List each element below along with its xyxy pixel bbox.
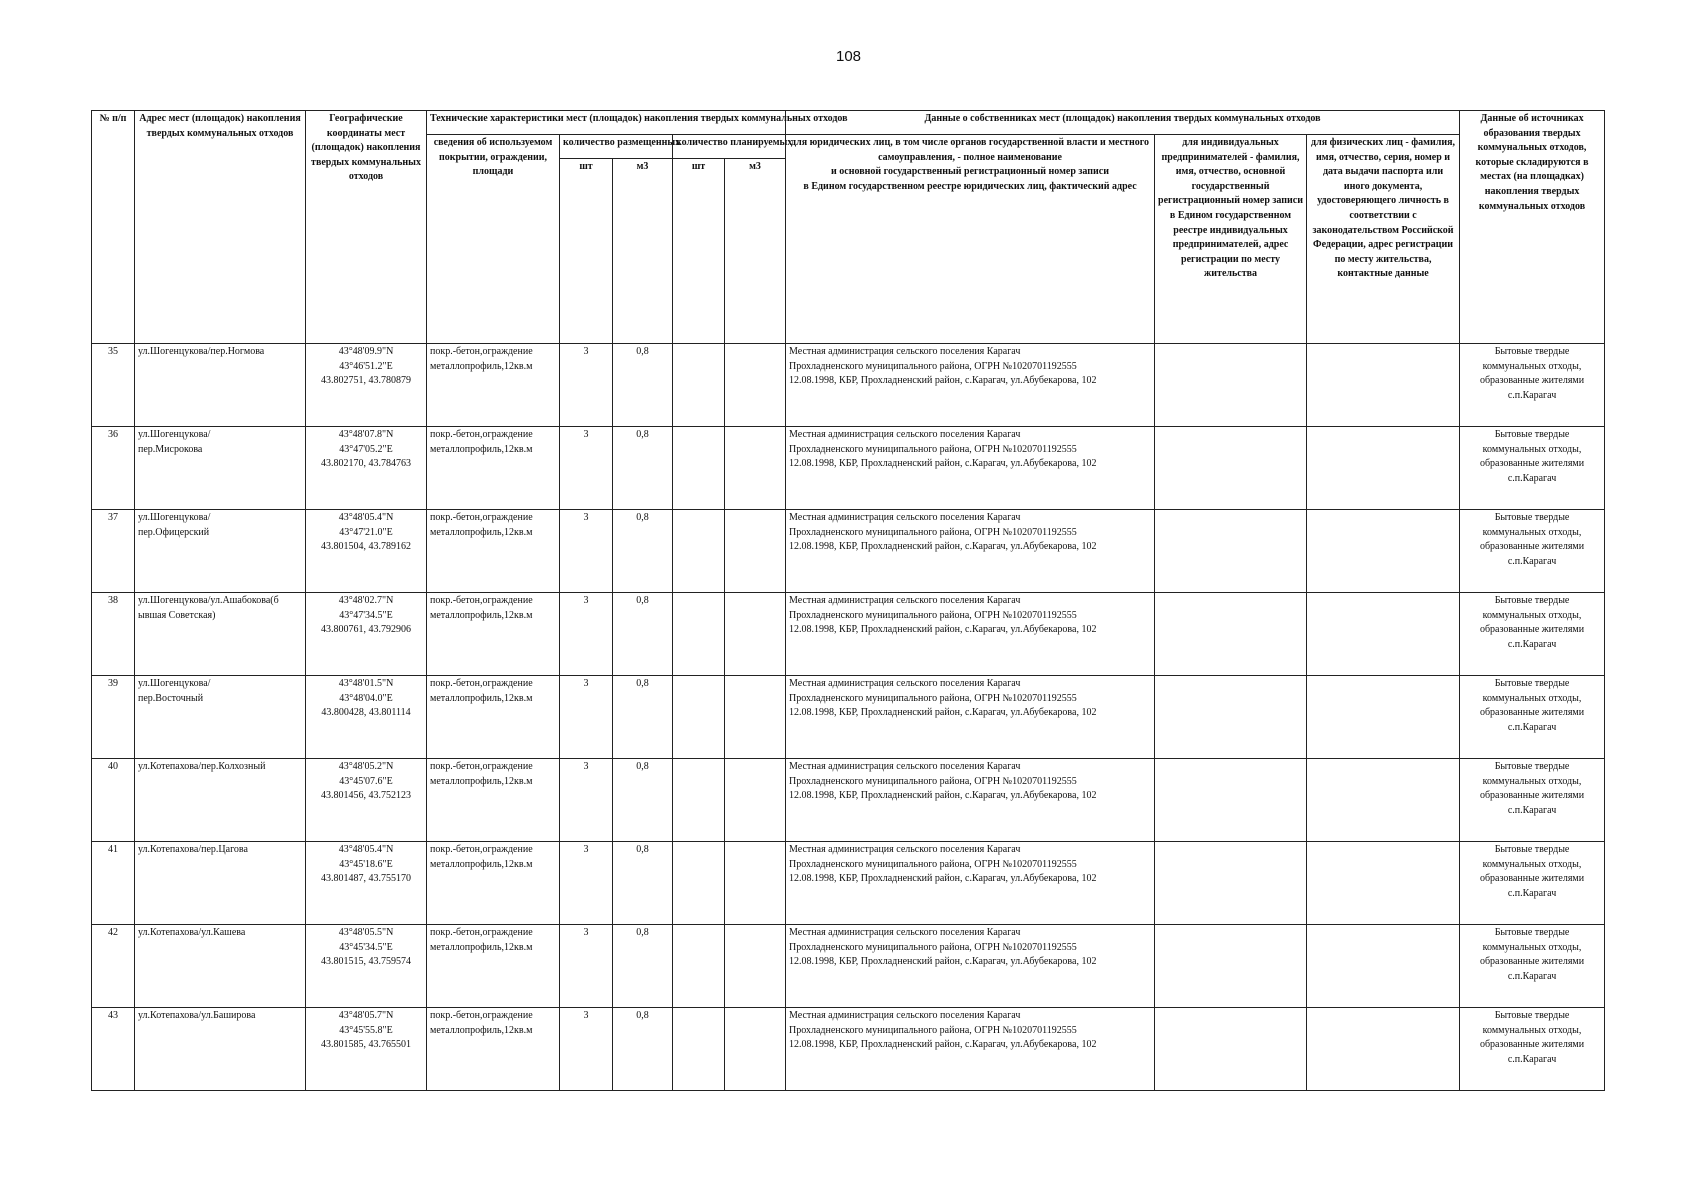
cell-placed-m3: 0,8 <box>613 510 673 593</box>
cell-address: ул.Шогенцукова/пер.Ногмова <box>135 344 306 427</box>
table-row <box>92 759 1605 842</box>
cell-source: Бытовые твердые коммунальных отходы, образованные жителями с.п.Карагач <box>1460 1008 1605 1091</box>
header-num: № п/п <box>92 111 135 344</box>
cell-entrepreneur <box>1155 1008 1307 1091</box>
header-entrepreneur: для индивидуальных предпринимателей - фамилия, имя, отчество, основной государственный регистрационный номер записи в Едином государственном реестре индивидуальных предпринимателей, адрес регистрации по месту жительства <box>1155 135 1307 344</box>
cell-source: Бытовые твердые коммунальных отходы, образованные жителями с.п.Карагач <box>1460 510 1605 593</box>
header-placed-m3: м3 <box>613 159 673 344</box>
cell-individual <box>1307 510 1460 593</box>
cell-legal-owner: Местная администрация сельского поселения Карагач Прохладненского муниципального района, ОГРН №1020701192555 12.08.1998, КБР, Прохладненский район, с.Карагач, ул.Абубекарова, 102 <box>786 1008 1155 1091</box>
cell-entrepreneur <box>1155 676 1307 759</box>
cell-num: 38 <box>92 593 135 676</box>
cell-coordinates: 43°48'05.2"N 43°45'07.6"E 43.801456, 43.752123 <box>306 759 427 842</box>
cell-legal-owner: Местная администрация сельского поселения Карагач Прохладненского муниципального района, ОГРН №1020701192555 12.08.1998, КБР, Прохладненский район, с.Карагач, ул.Абубекарова, 102 <box>786 925 1155 1008</box>
table-row <box>92 676 1605 759</box>
header-placed-pcs: шт <box>560 159 613 344</box>
cell-source: Бытовые твердые коммунальных отходы, образованные жителями с.п.Карагач <box>1460 593 1605 676</box>
cell-entrepreneur <box>1155 593 1307 676</box>
cell-num: 39 <box>92 676 135 759</box>
cell-entrepreneur <box>1155 510 1307 593</box>
header-individual: для физических лиц - фамилия, имя, отчество, серия, номер и дата выдачи паспорта или иного документа, удостоверяющего личность в соответствии с законодательством Российской Федерации, адрес регистрации по месту жительства, контактные данные <box>1307 135 1460 344</box>
cell-source: Бытовые твердые коммунальных отходы, образованные жителями с.п.Карагач <box>1460 344 1605 427</box>
cell-planned-m3 <box>725 1008 786 1091</box>
cell-address: ул.Шогенцукова/ пер.Мисрокова <box>135 427 306 510</box>
table-row <box>92 344 1605 427</box>
cell-cover: покр.-бетон,ограждение металлопрофиль,12кв.м <box>427 510 560 593</box>
cell-placed-pcs: 3 <box>560 759 613 842</box>
cell-planned-pcs <box>673 593 725 676</box>
cell-planned-m3 <box>725 925 786 1008</box>
cell-entrepreneur <box>1155 842 1307 925</box>
cell-legal-owner: Местная администрация сельского поселения Карагач Прохладненского муниципального района, ОГРН №1020701192555 12.08.1998, КБР, Прохладненский район, с.Карагач, ул.Абубекарова, 102 <box>786 510 1155 593</box>
table-row <box>92 427 1605 510</box>
cell-num: 40 <box>92 759 135 842</box>
cell-legal-owner: Местная администрация сельского поселения Карагач Прохладненского муниципального района, ОГРН №1020701192555 12.08.1998, КБР, Прохладненский район, с.Карагач, ул.Абубекарова, 102 <box>786 344 1155 427</box>
header-planned-pcs: шт <box>673 159 725 344</box>
header-planned-m3: м3 <box>725 159 786 344</box>
cell-planned-pcs <box>673 925 725 1008</box>
cell-planned-m3 <box>725 759 786 842</box>
cell-placed-m3: 0,8 <box>613 593 673 676</box>
cell-legal-owner: Местная администрация сельского поселения Карагач Прохладненского муниципального района, ОГРН №1020701192555 12.08.1998, КБР, Прохладненский район, с.Карагач, ул.Абубекарова, 102 <box>786 427 1155 510</box>
cell-planned-pcs <box>673 759 725 842</box>
table-row <box>92 593 1605 676</box>
table-row <box>92 842 1605 925</box>
cell-placed-pcs: 3 <box>560 676 613 759</box>
header-cover: сведения об используемом покрытии, ограждении, площади <box>427 135 560 344</box>
cell-individual <box>1307 427 1460 510</box>
cell-planned-m3 <box>725 427 786 510</box>
header-qty-planned: количество планируемых <box>673 135 786 159</box>
header-sources: Данные об источниках образования твердых коммунальных отходов, которые складируются в местах (на площадках) накопления твердых коммунальных отходов <box>1460 111 1605 344</box>
cell-planned-pcs <box>673 676 725 759</box>
table-row <box>92 510 1605 593</box>
cell-coordinates: 43°48'07.8"N 43°47'05.2"E 43.802170, 43.784763 <box>306 427 427 510</box>
cell-source: Бытовые твердые коммунальных отходы, образованные жителями с.п.Карагач <box>1460 676 1605 759</box>
cell-coordinates: 43°48'01.5"N 43°48'04.0"E 43.800428, 43.801114 <box>306 676 427 759</box>
cell-cover: покр.-бетон,ограждение металлопрофиль,12кв.м <box>427 676 560 759</box>
cell-num: 35 <box>92 344 135 427</box>
cell-planned-m3 <box>725 344 786 427</box>
cell-placed-m3: 0,8 <box>613 1008 673 1091</box>
header-address: Адрес мест (площадок) накопления твердых коммунальных отходов <box>135 111 306 344</box>
cell-num: 41 <box>92 842 135 925</box>
cell-coordinates: 43°48'05.4"N 43°47'21.0"E 43.801504, 43.789162 <box>306 510 427 593</box>
cell-planned-m3 <box>725 842 786 925</box>
cell-planned-pcs <box>673 510 725 593</box>
cell-placed-pcs: 3 <box>560 427 613 510</box>
cell-individual <box>1307 925 1460 1008</box>
cell-cover: покр.-бетон,ограждение металлопрофиль,12кв.м <box>427 842 560 925</box>
cell-placed-pcs: 3 <box>560 925 613 1008</box>
cell-planned-pcs <box>673 344 725 427</box>
page-number: 108 <box>835 48 862 65</box>
cell-placed-m3: 0,8 <box>613 925 673 1008</box>
cell-num: 43 <box>92 1008 135 1091</box>
cell-address: ул.Котепахова/пер.Цагова <box>135 842 306 925</box>
cell-cover: покр.-бетон,ограждение металлопрофиль,12кв.м <box>427 427 560 510</box>
cell-individual <box>1307 1008 1460 1091</box>
cell-cover: покр.-бетон,ограждение металлопрофиль,12кв.м <box>427 593 560 676</box>
cell-coordinates: 43°48'05.4"N 43°45'18.6"E 43.801487, 43.755170 <box>306 842 427 925</box>
header-legal: для юридических лиц, в том числе органов государственной власти и местного самоуправления, - полное наименование и основной государственный регистрационный номер записи в Едином государственном реестре юридических лиц, фактический адрес <box>786 135 1155 344</box>
cell-address: ул.Котепахова/пер.Колхозный <box>135 759 306 842</box>
cell-entrepreneur <box>1155 427 1307 510</box>
header-owners-group: Данные о собственниках мест (площадок) накопления твердых коммунальных отходов <box>786 111 1460 135</box>
cell-placed-pcs: 3 <box>560 593 613 676</box>
cell-placed-m3: 0,8 <box>613 759 673 842</box>
cell-placed-m3: 0,8 <box>613 842 673 925</box>
cell-num: 36 <box>92 427 135 510</box>
cell-coordinates: 43°48'05.5"N 43°45'34.5"E 43.801515, 43.759574 <box>306 925 427 1008</box>
cell-coordinates: 43°48'05.7"N 43°45'55.8"E 43.801585, 43.765501 <box>306 1008 427 1091</box>
cell-planned-m3 <box>725 593 786 676</box>
cell-individual <box>1307 344 1460 427</box>
cell-cover: покр.-бетон,ограждение металлопрофиль,12кв.м <box>427 759 560 842</box>
cell-address: ул.Котепахова/ул.Баширова <box>135 1008 306 1091</box>
cell-planned-m3 <box>725 510 786 593</box>
table-row <box>92 925 1605 1008</box>
cell-cover: покр.-бетон,ограждение металлопрофиль,12кв.м <box>427 1008 560 1091</box>
cell-placed-pcs: 3 <box>560 1008 613 1091</box>
cell-entrepreneur <box>1155 759 1307 842</box>
cell-coordinates: 43°48'09.9"N 43°46'51.2"E 43.802751, 43.780879 <box>306 344 427 427</box>
cell-legal-owner: Местная администрация сельского поселения Карагач Прохладненского муниципального района, ОГРН №1020701192555 12.08.1998, КБР, Прохладненский район, с.Карагач, ул.Абубекарова, 102 <box>786 842 1155 925</box>
cell-address: ул.Шогенцукова/ пер.Офицерский <box>135 510 306 593</box>
cell-individual <box>1307 593 1460 676</box>
cell-address: ул.Шогенцукова/ пер.Восточный <box>135 676 306 759</box>
cell-placed-pcs: 3 <box>560 842 613 925</box>
cell-num: 42 <box>92 925 135 1008</box>
cell-cover: покр.-бетон,ограждение металлопрофиль,12кв.м <box>427 344 560 427</box>
cell-placed-m3: 0,8 <box>613 676 673 759</box>
cell-entrepreneur <box>1155 344 1307 427</box>
header-coordinates: Географические координаты мест (площадок) накопления твердых коммунальных отходов <box>306 111 427 344</box>
cell-planned-m3 <box>725 676 786 759</box>
cell-placed-m3: 0,8 <box>613 344 673 427</box>
header-qty-placed: количество размещенных <box>560 135 673 159</box>
cell-address: ул.Шогенцукова/ул.Ашабокова(б ывшая Советская) <box>135 593 306 676</box>
cell-planned-pcs <box>673 1008 725 1091</box>
cell-planned-pcs <box>673 842 725 925</box>
waste-sites-table <box>91 110 1605 1091</box>
cell-legal-owner: Местная администрация сельского поселения Карагач Прохладненского муниципального района, ОГРН №1020701192555 12.08.1998, КБР, Прохладненский район, с.Карагач, ул.Абубекарова, 102 <box>786 676 1155 759</box>
cell-individual <box>1307 842 1460 925</box>
cell-placed-pcs: 3 <box>560 344 613 427</box>
cell-entrepreneur <box>1155 925 1307 1008</box>
cell-source: Бытовые твердые коммунальных отходы, образованные жителями с.п.Карагач <box>1460 759 1605 842</box>
cell-cover: покр.-бетон,ограждение металлопрофиль,12кв.м <box>427 925 560 1008</box>
cell-coordinates: 43°48'02.7"N 43°47'34.5"E 43.800761, 43.792906 <box>306 593 427 676</box>
cell-source: Бытовые твердые коммунальных отходы, образованные жителями с.п.Карагач <box>1460 925 1605 1008</box>
cell-placed-pcs: 3 <box>560 510 613 593</box>
cell-legal-owner: Местная администрация сельского поселения Карагач Прохладненского муниципального района, ОГРН №1020701192555 12.08.1998, КБР, Прохладненский район, с.Карагач, ул.Абубекарова, 102 <box>786 593 1155 676</box>
table-row <box>92 1008 1605 1091</box>
header-tech-group: Технические характеристики мест (площадок) накопления твердых коммунальных отходов <box>427 111 786 135</box>
cell-individual <box>1307 676 1460 759</box>
cell-source: Бытовые твердые коммунальных отходы, образованные жителями с.п.Карагач <box>1460 427 1605 510</box>
cell-planned-pcs <box>673 427 725 510</box>
cell-placed-m3: 0,8 <box>613 427 673 510</box>
cell-source: Бытовые твердые коммунальных отходы, образованные жителями с.п.Карагач <box>1460 842 1605 925</box>
cell-address: ул.Котепахова/ул.Кашева <box>135 925 306 1008</box>
cell-num: 37 <box>92 510 135 593</box>
cell-legal-owner: Местная администрация сельского поселения Карагач Прохладненского муниципального района, ОГРН №1020701192555 12.08.1998, КБР, Прохладненский район, с.Карагач, ул.Абубекарова, 102 <box>786 759 1155 842</box>
cell-individual <box>1307 759 1460 842</box>
